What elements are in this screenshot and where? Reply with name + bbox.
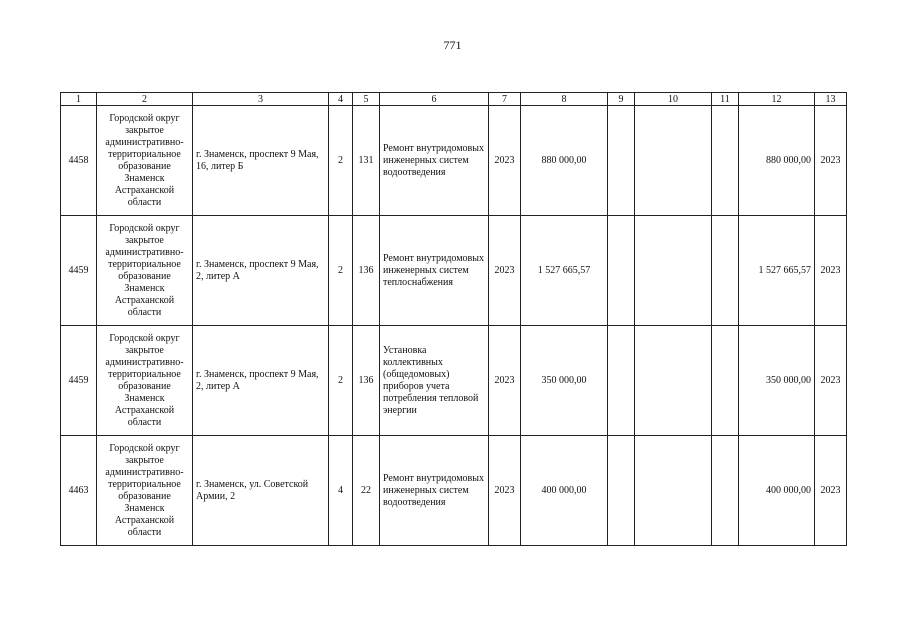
municipality-cell: Городской округ закрытое административно-территориальное образование Знаменск Астраханской области (97, 436, 193, 546)
row-id: 4463 (61, 436, 97, 546)
column-header: 12 (739, 93, 815, 106)
col10-cell (635, 326, 712, 436)
year-cell: 2023 (489, 216, 521, 326)
year-end-cell: 2023 (815, 216, 847, 326)
year-cell: 2023 (489, 106, 521, 216)
address-cell: г. Знаменск, проспект 9 Мая, 2, литер А (193, 326, 329, 436)
row-id: 4458 (61, 106, 97, 216)
table-row (61, 106, 847, 216)
cost-cell: 880 000,00 (521, 106, 608, 216)
page-number: 771 (443, 38, 462, 52)
year-cell: 2023 (489, 326, 521, 436)
table-row (61, 436, 847, 546)
works-table (60, 92, 847, 546)
cost-cell: 400 000,00 (521, 436, 608, 546)
row-id: 4459 (61, 326, 97, 436)
col4-cell: 4 (329, 436, 353, 546)
col9-cell (608, 216, 635, 326)
municipality-cell: Городской округ закрытое административно-территориальное образование Знаменск Астраханской области (97, 106, 193, 216)
column-header: 6 (380, 93, 489, 106)
cost-cell: 1 527 665,57 (521, 216, 608, 326)
row-id: 4459 (61, 216, 97, 326)
col10-cell (635, 436, 712, 546)
col9-cell (608, 106, 635, 216)
address-cell: г. Знаменск, ул. Советской Армии, 2 (193, 436, 329, 546)
col5-cell: 22 (353, 436, 380, 546)
municipality-cell: Городской округ закрытое административно-территориальное образование Знаменск Астраханской области (97, 326, 193, 436)
column-header: 1 (61, 93, 97, 106)
col10-cell (635, 216, 712, 326)
work-type-cell: Установка коллективных (общедомовых) приборов учета потребления тепловой энергии (380, 326, 489, 436)
column-header: 11 (712, 93, 739, 106)
total-cost-cell: 350 000,00 (739, 326, 815, 436)
col9-cell (608, 436, 635, 546)
address-cell: г. Знаменск, проспект 9 Мая, 16, литер Б (193, 106, 329, 216)
col4-cell: 2 (329, 326, 353, 436)
column-header: 8 (521, 93, 608, 106)
year-end-cell: 2023 (815, 106, 847, 216)
column-header: 2 (97, 93, 193, 106)
work-type-cell: Ремонт внутридомовых инженерных систем водоотведения (380, 106, 489, 216)
table-row (61, 326, 847, 436)
total-cost-cell: 880 000,00 (739, 106, 815, 216)
column-header: 13 (815, 93, 847, 106)
address-cell: г. Знаменск, проспект 9 Мая, 2, литер А (193, 216, 329, 326)
col9-cell (608, 326, 635, 436)
col10-cell (635, 106, 712, 216)
total-cost-cell: 400 000,00 (739, 436, 815, 546)
column-header: 9 (608, 93, 635, 106)
table-row (61, 216, 847, 326)
municipality-cell: Городской округ закрытое административно-территориальное образование Знаменск Астраханской области (97, 216, 193, 326)
col5-cell: 136 (353, 216, 380, 326)
work-type-cell: Ремонт внутридомовых инженерных систем водоотведения (380, 436, 489, 546)
col4-cell: 2 (329, 106, 353, 216)
column-header: 4 (329, 93, 353, 106)
total-cost-cell: 1 527 665,57 (739, 216, 815, 326)
year-end-cell: 2023 (815, 326, 847, 436)
column-header: 7 (489, 93, 521, 106)
col4-cell: 2 (329, 216, 353, 326)
col11-cell (712, 326, 739, 436)
table-header-row (61, 93, 847, 106)
column-header: 3 (193, 93, 329, 106)
year-cell: 2023 (489, 436, 521, 546)
column-header: 5 (353, 93, 380, 106)
col11-cell (712, 216, 739, 326)
year-end-cell: 2023 (815, 436, 847, 546)
cost-cell: 350 000,00 (521, 326, 608, 436)
col11-cell (712, 436, 739, 546)
work-type-cell: Ремонт внутридомовых инженерных систем теплоснабжения (380, 216, 489, 326)
col11-cell (712, 106, 739, 216)
column-header: 10 (635, 93, 712, 106)
col5-cell: 136 (353, 326, 380, 436)
col5-cell: 131 (353, 106, 380, 216)
